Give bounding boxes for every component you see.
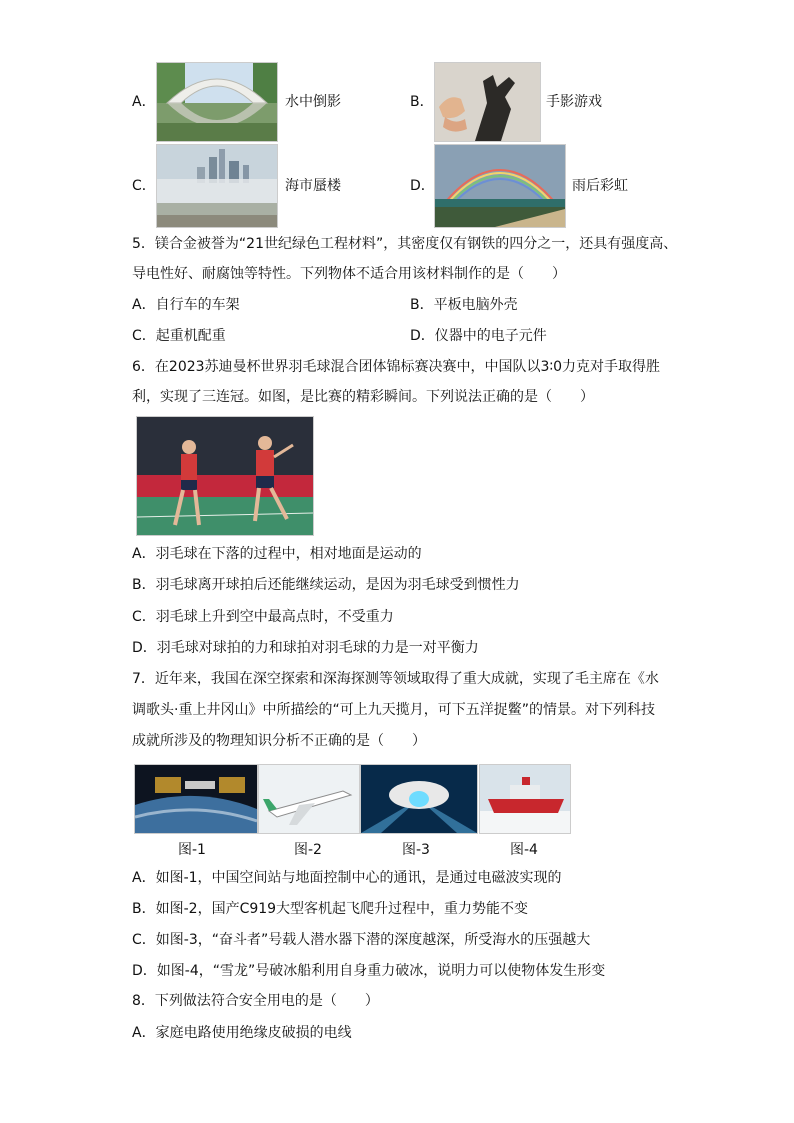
q5-option-b: B．平板电脑外壳: [410, 297, 518, 313]
q7-option-a: A．如图-1，中国空间站与地面控制中心的通讯，是通过电磁波实现的: [132, 870, 562, 886]
q7-stem-line-2: 调歌头·重上井冈山》中所描绘的“可上九天揽月，可下五洋捉鳖”的情景。对下列科技: [132, 702, 655, 718]
hand-shadow-photo: [434, 62, 541, 142]
q8-option-a: A．家庭电路使用绝缘皮破损的电线: [132, 1025, 352, 1041]
mirage-photo: [156, 144, 278, 228]
airplane-c919-photo: [258, 764, 360, 834]
figure-1-caption: 图-1: [178, 842, 206, 858]
submersible-photo: [360, 764, 478, 834]
q5-option-c: C．起重机配重: [132, 328, 226, 344]
option-a-letter: A．: [132, 94, 156, 110]
q7-stem-line-3: 成就所涉及的物理知识分析不正确的是（ ）: [132, 733, 426, 749]
q5-stem-line-1: 5．镁合金被誉为“21世纪绿色工程材料”，其密度仅有钢铁的四分之一，还具有强度高、: [132, 236, 678, 252]
space-station-photo: [134, 764, 258, 834]
figure-2-caption: 图-2: [294, 842, 322, 858]
q5-option-d: D．仪器中的电子元件: [410, 328, 547, 344]
option-b-letter: B．: [410, 94, 434, 110]
icebreaker-ship-photo: [479, 764, 571, 834]
option-c-letter: C．: [132, 178, 156, 194]
q8-stem: 8．下列做法符合安全用电的是（ ）: [132, 993, 379, 1009]
option-a-text: 水中倒影: [285, 94, 341, 110]
bridge-reflection-photo: [156, 62, 278, 142]
figure-3-caption: 图-3: [402, 842, 430, 858]
option-b-text: 手影游戏: [546, 94, 602, 110]
q5-stem-line-2: 导电性好、耐腐蚀等特性。下列物体不适合用该材料制作的是（ ）: [132, 266, 566, 282]
q7-option-c: C．如图-3，“奋斗者”号载人潜水器下潜的深度越深，所受海水的压强越大: [132, 932, 591, 948]
q7-option-b: B．如图-2，国产C919大型客机起飞爬升过程中，重力势能不变: [132, 901, 529, 917]
badminton-match-photo: [136, 416, 314, 536]
option-c-text: 海市蜃楼: [285, 178, 341, 194]
rainbow-photo: [434, 144, 566, 228]
q6-option-a: A．羽毛球在下落的过程中，相对地面是运动的: [132, 546, 422, 562]
option-d-letter: D．: [410, 178, 435, 194]
figure-4-caption: 图-4: [510, 842, 538, 858]
q6-stem-line-2: 利，实现了三连冠。如图，是比赛的精彩瞬间。下列说法正确的是（ ）: [132, 389, 594, 405]
q6-stem-line-1: 6．在2023苏迪曼杯世界羽毛球混合团体锦标赛决赛中，中国队以3∶0力克对手取得胜: [132, 359, 660, 375]
q7-stem-line-1: 7．近年来，我国在深空探索和深海探测等领域取得了重大成就，实现了毛主席在《水: [132, 671, 659, 687]
q6-option-c: C．羽毛球上升到空中最高点时，不受重力: [132, 609, 394, 625]
q5-option-a: A．自行车的车架: [132, 297, 240, 313]
option-d-text: 雨后彩虹: [572, 178, 628, 194]
q7-option-d: D．如图-4，“雪龙”号破冰船利用自身重力破冰，说明力可以使物体发生形变: [132, 963, 606, 979]
q6-option-d: D．羽毛球对球拍的力和球拍对羽毛球的力是一对平衡力: [132, 640, 479, 656]
q6-option-b: B．羽毛球离开球拍后还能继续运动，是因为羽毛球受到惯性力: [132, 577, 520, 593]
